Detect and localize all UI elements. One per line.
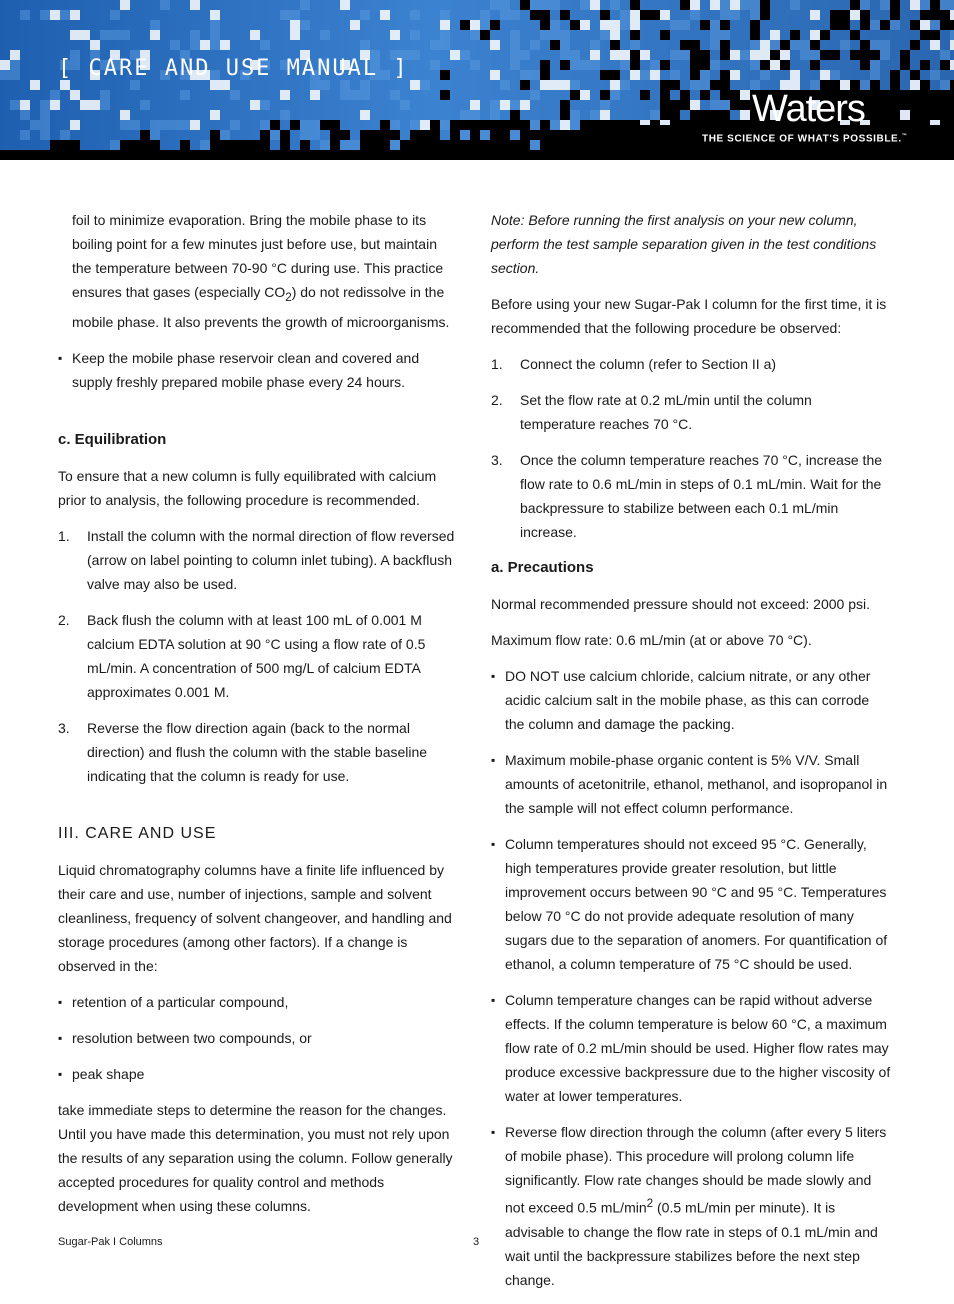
header-banner [0, 0, 954, 160]
page-number: 3 [473, 1236, 480, 1248]
list-item: 3. Once the column temperature reaches 70 °C, increase the flow rate to 0.6 mL/min in steps of 0.1 mL/min. Wait for the backpressure to stabilize between each 0.1 mL/min increase. [491, 452, 883, 540]
list-item: 1. Install the column with the normal direction of flow reversed (arrow on label pointing to column inlet tubing). A backflush valve may also be used. [58, 527, 455, 592]
flow-line: Maximum flow rate: 0.6 mL/min (at or above 70 °C). [491, 632, 812, 648]
reservoir-list [58, 346, 460, 394]
footer-doc-name: Sugar-Pak I Columns [58, 1236, 163, 1248]
list-item: ▪ Maximum mobile-phase organic content is 5% V/V. Small amounts of acetonitrile, ethanol, methanol, and isopropanol in the sample will not effect column performance. [491, 748, 891, 820]
right-column [491, 208, 891, 1304]
care-bullets [58, 990, 460, 1086]
heading-care-and-use: III. CARE AND USE [58, 824, 217, 842]
list-item: 2. Set the flow rate at 0.2 mL/min until the column temperature reaches 70 °C. [491, 392, 812, 432]
list-item: 3. Reverse the flow direction again (back to the normal direction) and flush the column with the stable baseline indicating that the column is ready for use. [58, 719, 428, 784]
list-item: ▪ resolution between two compounds, or [58, 1026, 460, 1050]
heading-equilibration: c. Equilibration [58, 430, 167, 448]
first-use-steps [491, 352, 891, 544]
trademark-mark: ™ [901, 133, 908, 139]
note-paragraph: Note: Before running the first analysis on your new column, perform the test sample separation given in the test conditions section. [491, 212, 877, 276]
equilibration-intro: To ensure that a new column is fully equilibrated with calcium prior to analysis, the following procedure is recommended. [58, 467, 437, 508]
heading-precautions: a. Precautions [491, 559, 594, 576]
manual-title: [ CARE AND USE MANUAL ] [58, 56, 409, 81]
left-column [58, 208, 460, 1230]
list-item: ▪ Reverse flow direction through the column (after every 5 liters of mobile phase). This procedure will prolong column life significantly. Flow rate changes should be made slowly and not exceed 0.5 $mL/\min^2$ (0.5 mL/min per minute). It is advisable to change the flow rate in steps of 0.1 mL/min and wait until the backpressure stabilizes before the next step change. [491, 1120, 891, 1292]
brand-tagline: THE SCIENCE OF WHAT'S POSSIBLE.™ [702, 133, 908, 145]
list-item: ▪ Column temperature changes can be rapid without adverse effects. If the column temperature is below 60 °C, a maximum flow rate of 0.2 mL/min should be used. Higher flow rates may produce excessive backpressure due to the higher viscosity of water at lower temperatures. [491, 988, 891, 1108]
list-item: ▪ peak shape [58, 1062, 460, 1086]
first-use-intro: Before using your new Sugar-Pak I column for the first time, it is recommended that the following procedure be observed: [491, 296, 887, 336]
precaution-bullets [491, 664, 891, 1292]
list-item: ▪ DO NOT use calcium chloride, calcium nitrate, or any other acidic calcium salt in the mobile phase, as this can corrode the column and damage the packing. [491, 664, 891, 736]
list-item: ▪ Column temperatures should not exceed 95 °C. Generally, high temperatures provide greater resolution, but little improvement occurs between 90 °C and 95 °C. Temperatures below 70 °C do not provide adequate resolution of many sugars due to the separation of anomers. For quantification of ethanol, a column temperature of 75 °C should be used. [491, 832, 891, 976]
list-item: 2. Back flush the column with at least 100 mL of 0.001 M calcium EDTA solution at 90 °C using a flow rate of 0.5 mL/min. A concentration of 500 mg/L of calcium EDTA approximates 0.001 M. [58, 611, 426, 700]
continued-paragraph: foil to minimize evaporation. Bring the mobile phase to its boiling point for a few minutes just before use, but maintain the temperature between 70-90 °C during use. This practice ensures that gases (especially $CO_2$) do not redissolve in the mobile phase. It also prevents the growth of microorganisms. [72, 212, 450, 330]
list-item: 1. Connect the column (refer to Section II a) [491, 356, 777, 372]
care-intro: Liquid chromatography columns have a finite life influenced by their care and use, number of injections, sample and solvent cleanliness, frequency of solvent changeover, and handling and storage procedures (among other factors). If a change is observed in the: [58, 861, 452, 974]
waters-logo: Waters [752, 88, 865, 130]
list-item: ▪ retention of a particular compound, [58, 990, 460, 1014]
care-outro: take immediate steps to determine the reason for the changes. Until you have made this determination, you must not rely upon the results of any separation using the column. Follow generally accepted procedures for quality control and methods development when using these columns. [58, 1101, 453, 1214]
list-item: ▪ Keep the mobile phase reservoir clean and covered and supply freshly prepared mobile phase every 24 hours. [58, 346, 460, 394]
pressure-line: Normal recommended pressure should not exceed: 2000 psi. [491, 596, 870, 612]
equilibration-steps [58, 524, 460, 788]
